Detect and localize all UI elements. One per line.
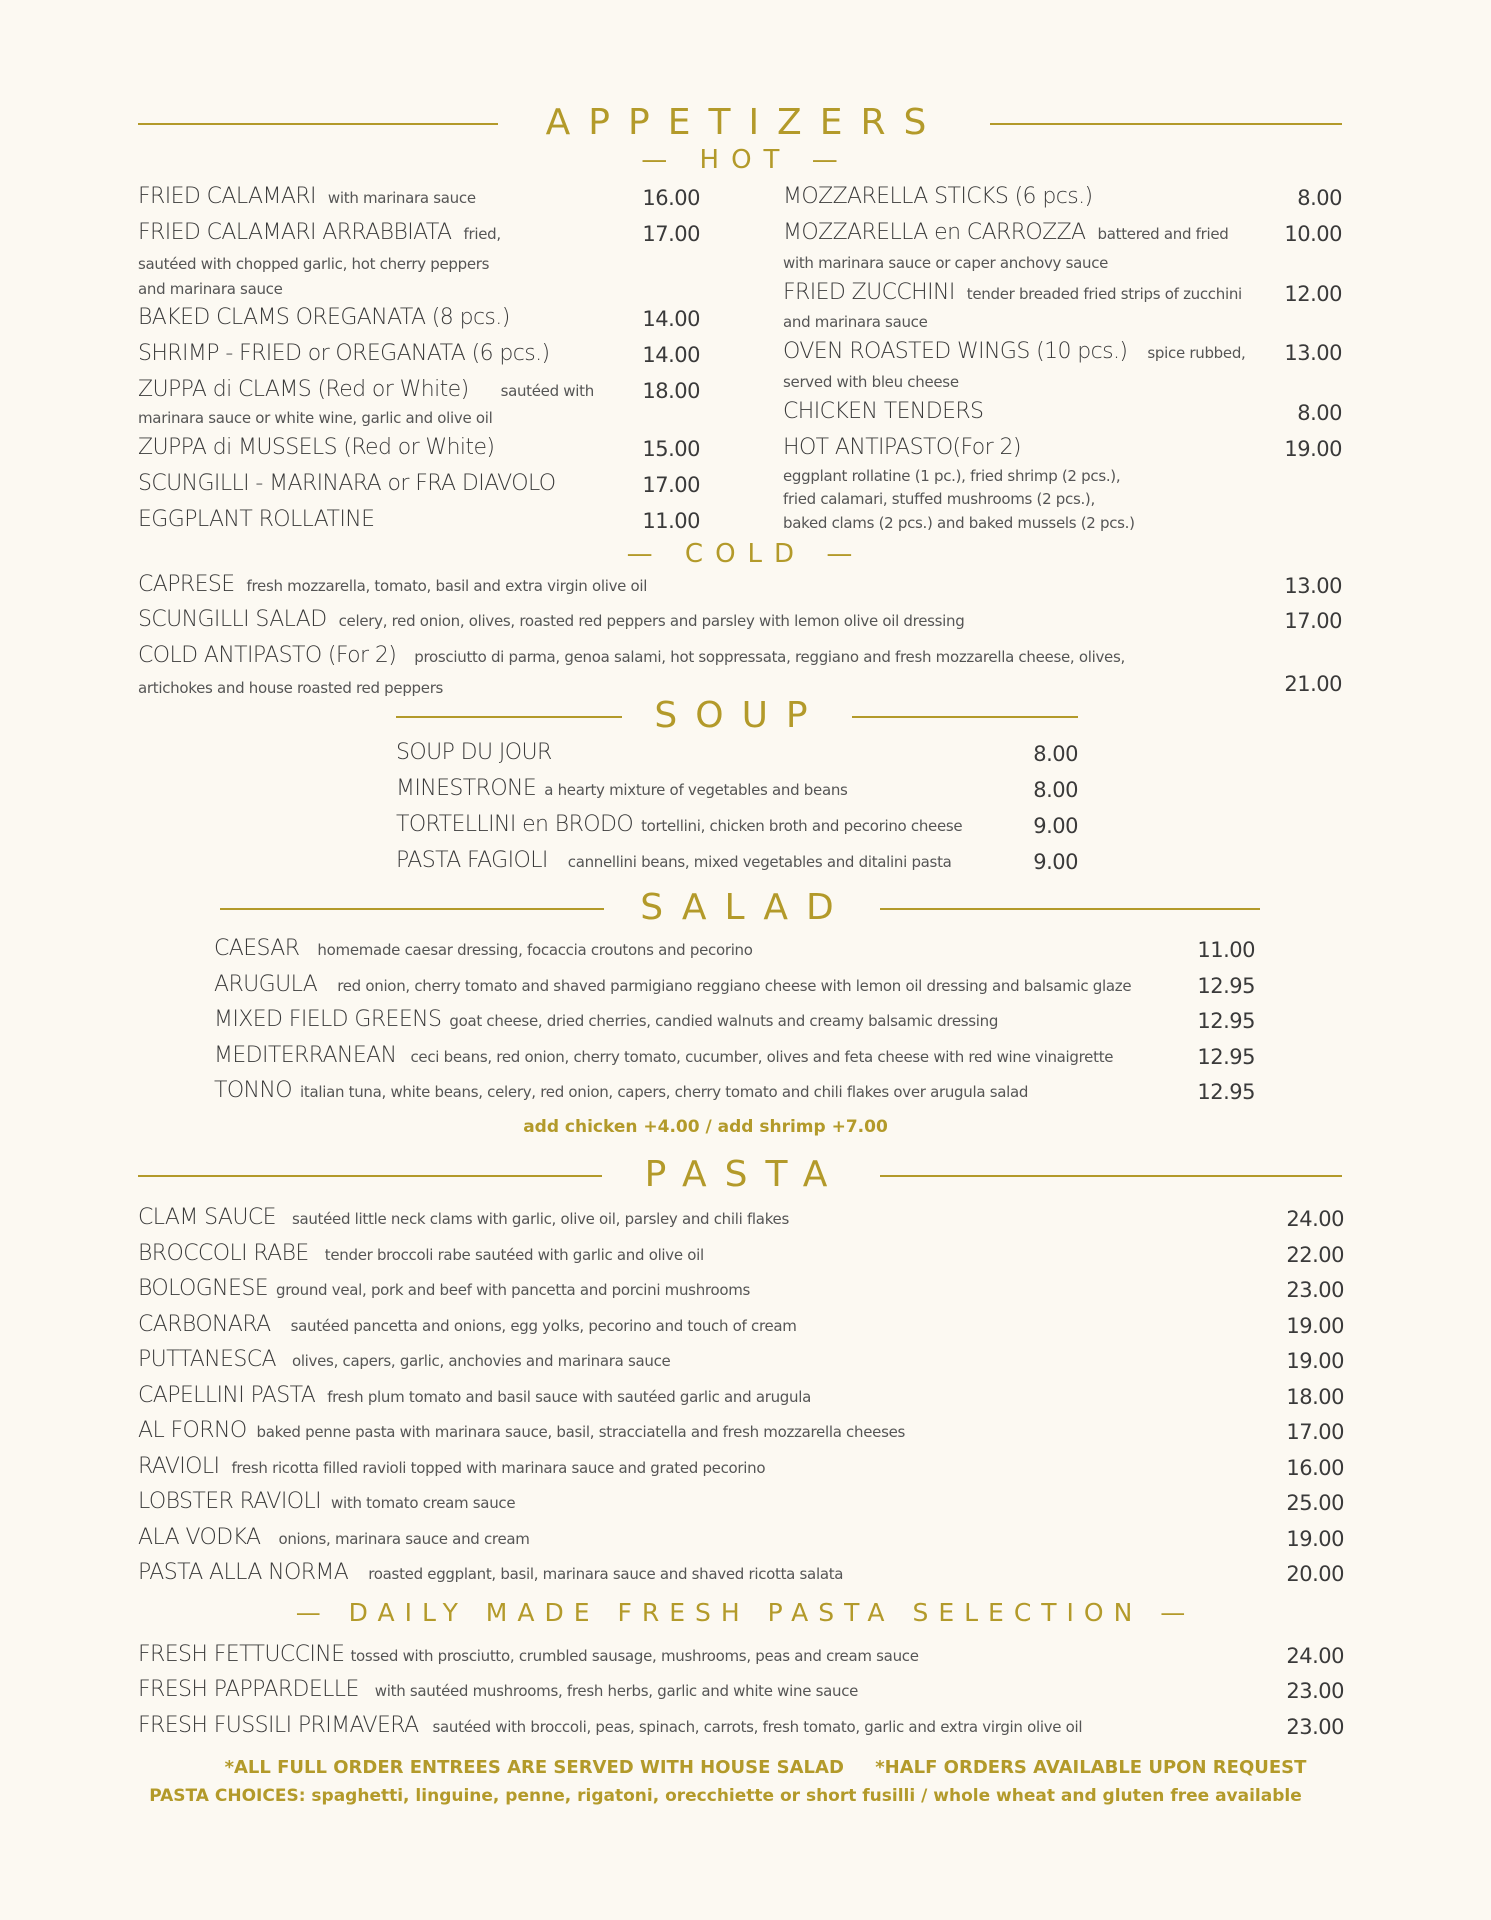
item-desc: tender broccoli rabe sautéed with garlic and olive oil (324, 1246, 704, 1264)
menu-item (138, 607, 964, 632)
menu-item (214, 1078, 1028, 1103)
item-price: 16.00 (642, 186, 700, 210)
item-name: BROCCOLI RABE (138, 1241, 309, 1266)
menu-item (138, 1418, 905, 1443)
menu-item (138, 1205, 789, 1230)
menu-item (138, 507, 374, 532)
item-desc: fried calamari, stuffed mushrooms (2 pcs.), (783, 490, 1095, 508)
item-name: SOUP DU JOUR (396, 740, 552, 765)
item-name: BAKED CLAMS OREGANATA (8 pcs.) (138, 305, 510, 330)
item-desc: sautéed with (500, 382, 594, 400)
item-desc: and marinara sauce (138, 280, 283, 298)
menu-item (138, 1525, 530, 1550)
item-name: FRIED CALAMARI (138, 184, 316, 209)
item-name: FRIED CALAMARI ARRABBIATA (138, 220, 452, 245)
pasta-header (0, 1150, 1491, 1200)
menu-item (138, 1454, 765, 1479)
item-desc: celery, red onion, olives, roasted red peppers and parsley with lemon olive oil dressing (338, 612, 965, 630)
item-desc: baked penne pasta with marinara sauce, basil, stracciatella and fresh mozzarella cheeses (256, 1423, 906, 1441)
item-price: 8.00 (1033, 742, 1078, 766)
item-desc: homemade caesar dressing, focaccia croutons and pecorino (317, 941, 753, 959)
item-price: 22.00 (1286, 1243, 1344, 1267)
item-desc: spice rubbed, (1147, 344, 1246, 362)
item-price: 12.95 (1197, 974, 1255, 998)
item-price: 12.95 (1197, 1080, 1255, 1104)
item-price: 12.95 (1197, 1009, 1255, 1033)
item-price: 12.00 (1284, 282, 1342, 306)
item-price: 23.00 (1286, 1715, 1344, 1739)
item-desc: cannellini beans, mixed vegetables and ditalini pasta (567, 853, 952, 871)
menu-item (783, 339, 1246, 364)
item-price: 23.00 (1286, 1679, 1344, 1703)
item-name: HOT ANTIPASTO(For 2) (783, 435, 1021, 460)
menu-item (138, 1241, 704, 1266)
item-name: PASTA FAGIOLI (396, 848, 548, 873)
item-desc: red onion, cherry tomato and shaved parmigiano reggiano cheese with lemon oil dressing and balsamic glaze (337, 977, 1132, 995)
item-price: 12.95 (1197, 1045, 1255, 1069)
menu-item (138, 184, 476, 209)
item-name: TORTELLINI en BRODO (396, 812, 634, 837)
salad-header (0, 883, 1491, 933)
menu-item (138, 377, 594, 402)
header-rule-left (138, 1175, 602, 1177)
item-price: 14.00 (642, 307, 700, 331)
menu-item (396, 848, 952, 873)
item-name: PUTTANESCA (138, 1347, 276, 1372)
menu-item (396, 776, 848, 801)
item-desc: and marinara sauce (783, 313, 928, 331)
item-desc: roasted eggplant, basil, marinara sauce and shaved ricotta salata (368, 1565, 844, 1583)
item-price: 11.00 (1197, 938, 1255, 962)
item-desc: sautéed little neck clams with garlic, olive oil, parsley and chili flakes (291, 1210, 789, 1228)
item-name: CAPELLINI PASTA (138, 1383, 316, 1408)
appetizers-title: APPETIZERS (545, 102, 945, 143)
item-name: CAPRESE (138, 572, 235, 597)
menu-item (138, 471, 556, 496)
item-name: CARBONARA (138, 1312, 271, 1337)
item-price: 18.00 (1286, 1385, 1344, 1409)
item-desc: fried, (463, 225, 501, 243)
item-name: CAESAR (214, 936, 300, 961)
item-price: 19.00 (1286, 1349, 1344, 1373)
menu-item (214, 936, 753, 961)
menu-item (138, 1713, 1082, 1738)
item-desc: fresh ricotta filled ravioli topped with marinara sauce and grated pecorino (231, 1459, 766, 1477)
item-name: BOLOGNESE (138, 1276, 268, 1301)
item-name: MEDITERRANEAN (214, 1043, 397, 1068)
item-name: FRESH FUSSILI PRIMAVERA (138, 1713, 419, 1738)
menu-item (783, 435, 1021, 460)
item-price: 11.00 (642, 509, 700, 533)
menu-item (783, 184, 1092, 209)
item-desc: with tomato cream sauce (331, 1494, 516, 1512)
menu-item (214, 1007, 998, 1032)
item-name: ARUGULA (214, 972, 318, 997)
item-desc: tossed with prosciutto, crumbled sausage, mushrooms, peas and cream sauce (350, 1647, 919, 1665)
item-name: SCUNGILLI SALAD (138, 607, 327, 632)
item-price: 24.00 (1286, 1644, 1344, 1668)
item-name: COLD ANTIPASTO (For 2) (138, 643, 397, 668)
menu-item (214, 1043, 1113, 1068)
item-name: RAVIOLI (138, 1454, 220, 1479)
item-name: MOZZARELLA STICKS (6 pcs.) (783, 184, 1093, 209)
item-price: 23.00 (1286, 1278, 1344, 1302)
header-rule-right (852, 716, 1078, 718)
menu-item (138, 305, 510, 330)
item-name: MINESTRONE (396, 776, 537, 801)
item-desc: baked clams (2 pcs.) and baked mussels (2 pcs.) (783, 514, 1135, 532)
item-price: 17.00 (1286, 1420, 1344, 1444)
item-name: FRIED ZUCCHINI (783, 280, 955, 305)
item-name: LOBSTER RAVIOLI (138, 1489, 322, 1514)
item-price: 17.00 (642, 222, 700, 246)
item-price: 10.00 (1284, 222, 1342, 246)
cold-label: — COLD — (626, 539, 865, 569)
item-name: TONNO (214, 1078, 292, 1103)
item-desc: tortellini, chicken broth and pecorino cheese (641, 817, 963, 835)
salad-title: SALAD (640, 887, 852, 928)
item-desc: with sautéed mushrooms, fresh herbs, garlic and white wine sauce (374, 1682, 859, 1700)
menu-item (138, 1677, 858, 1702)
item-price: 8.00 (1033, 778, 1078, 802)
item-price: 18.00 (642, 379, 700, 403)
menu-item (138, 1383, 811, 1408)
item-desc: sautéed pancetta and onions, egg yolks, pecorino and touch of cream (290, 1317, 797, 1335)
item-price: 24.00 (1286, 1207, 1344, 1231)
item-desc: with marinara sauce or caper anchovy sauce (783, 254, 1109, 272)
item-price: 17.00 (642, 473, 700, 497)
item-desc: served with bleu cheese (783, 373, 959, 391)
menu-item (138, 1347, 670, 1372)
item-desc: onions, marinara sauce and cream (278, 1530, 530, 1548)
item-name: SCUNGILLI - MARINARA or FRA DIAVOLO (138, 471, 556, 496)
menu-item (138, 1276, 750, 1301)
item-name: FRESH FETTUCCINE (138, 1642, 345, 1667)
menu-item (214, 972, 1131, 997)
item-desc: tender breaded fried strips of zucchini (966, 285, 1242, 303)
menu-item (783, 399, 983, 424)
item-name: ALA VODKA (138, 1525, 261, 1550)
item-name: MOZZARELLA en CARROZZA (783, 220, 1086, 245)
menu-item (138, 1560, 843, 1585)
item-price: 20.00 (1286, 1562, 1344, 1586)
item-price: 14.00 (642, 343, 700, 367)
item-name: FRESH PAPPARDELLE (138, 1677, 359, 1702)
item-desc: ground veal, pork and beef with pancetta and porcini mushrooms (276, 1281, 751, 1299)
header-rule-left (220, 908, 604, 910)
item-price: 19.00 (1286, 1314, 1344, 1338)
item-desc: sautéed with broccoli, peas, spinach, carrots, fresh tomato, garlic and extra virgin olive oil (432, 1718, 1083, 1736)
item-name: ZUPPA di CLAMS (Red or White) (138, 377, 469, 402)
menu-item (138, 1489, 515, 1514)
hot-label: — HOT — (641, 145, 850, 175)
header-rule-right (990, 123, 1342, 125)
item-desc: ceci beans, red onion, cherry tomato, cucumber, olives and feta cheese with red wine vinaigrette (410, 1048, 1114, 1066)
item-price: 8.00 (1297, 186, 1342, 210)
item-price: 8.00 (1297, 401, 1342, 425)
item-desc: prosciutto di parma, genoa salami, hot soppressata, reggiano and fresh mozzarella cheese, olives, (414, 648, 1125, 666)
header-rule-right (880, 1175, 1342, 1177)
fresh-pasta-label: — DAILY MADE FRESH PASTA SELECTION — (295, 1598, 1196, 1627)
item-price: 13.00 (1284, 341, 1342, 365)
order-note: *ALL FULL ORDER ENTREES ARE SERVED WITH HOUSE SALAD *HALF ORDERS AVAILABLE UPON REQUEST (224, 1757, 1307, 1778)
item-name: MIXED FIELD GREENS (214, 1007, 442, 1032)
item-price: 19.00 (1284, 437, 1342, 461)
item-desc: eggplant rollatine (1 pc.), fried shrimp (2 pcs.), (783, 467, 1121, 485)
item-desc: goat cheese, dried cherries, candied walnuts and creamy balsamic dressing (449, 1012, 999, 1030)
item-price: 9.00 (1033, 850, 1078, 874)
item-desc: sautéed with chopped garlic, hot cherry peppers (138, 255, 490, 273)
menu-item (138, 572, 647, 597)
item-desc: olives, capers, garlic, anchovies and marinara sauce (291, 1352, 671, 1370)
item-desc: fresh mozzarella, tomato, basil and extra virgin olive oil (246, 577, 648, 595)
item-desc: a hearty mixture of vegetables and beans (544, 781, 848, 799)
item-price: 21.00 (1284, 672, 1342, 696)
appetizers-header (0, 98, 1491, 148)
menu-item (138, 1312, 797, 1337)
item-price: 15.00 (642, 437, 700, 461)
header-rule-left (396, 716, 622, 718)
item-name: OVEN ROASTED WINGS (10 pcs.) (783, 339, 1128, 364)
menu-item (396, 812, 962, 837)
item-desc: with marinara sauce (327, 189, 476, 207)
menu-item (138, 435, 494, 460)
item-name: SHRIMP - FRIED or OREGANATA (6 pcs.) (138, 341, 550, 366)
header-rule-right (880, 908, 1260, 910)
soup-title: SOUP (654, 695, 826, 736)
menu-item (138, 643, 1125, 668)
item-price: 17.00 (1284, 609, 1342, 633)
item-name: PASTA ALLA NORMA (138, 1560, 349, 1585)
item-desc: battered and fried (1097, 225, 1229, 243)
pasta-choices-note: PASTA CHOICES: spaghetti, linguine, penne, rigatoni, orecchiette or short fusilli / whole wheat and gluten free available (149, 1786, 1302, 1806)
item-price: 16.00 (1286, 1456, 1344, 1480)
menu-item (138, 341, 549, 366)
item-desc: fresh plum tomato and basil sauce with sautéed garlic and arugula (327, 1388, 811, 1406)
menu-item (783, 280, 1242, 305)
item-name: CLAM SAUCE (138, 1205, 276, 1230)
item-name: CHICKEN TENDERS (783, 399, 984, 424)
item-price: 13.00 (1284, 574, 1342, 598)
menu-item (138, 220, 501, 245)
item-name: AL FORNO (138, 1418, 247, 1443)
pasta-title: PASTA (644, 1154, 846, 1195)
salad-addon: add chicken +4.00 / add shrimp +7.00 (523, 1117, 888, 1137)
menu-item (138, 1642, 919, 1667)
item-price: 9.00 (1033, 814, 1078, 838)
item-name: EGGPLANT ROLLATINE (138, 507, 375, 532)
menu-item (783, 220, 1229, 245)
item-name: ZUPPA di MUSSELS (Red or White) (138, 435, 495, 460)
item-price: 25.00 (1286, 1491, 1344, 1515)
menu-item (396, 740, 552, 765)
soup-header (0, 691, 1491, 741)
item-desc: artichokes and house roasted red peppers (138, 679, 444, 697)
item-desc: marinara sauce or white wine, garlic and olive oil (138, 409, 493, 427)
item-price: 19.00 (1286, 1527, 1344, 1551)
header-rule-left (138, 123, 498, 125)
item-desc: italian tuna, white beans, celery, red onion, capers, cherry tomato and chili flakes over arugula salad (300, 1083, 1029, 1101)
